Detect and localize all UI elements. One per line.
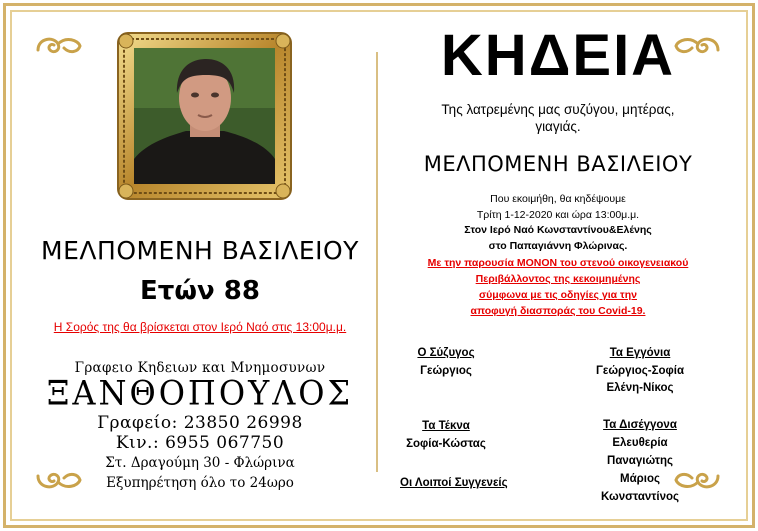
great-grandchild-2: Παναγιώτης [607, 455, 673, 467]
service-line-2: Τρίτη 1-12-2020 και ώρα 13:00μ.μ. [476, 209, 640, 221]
agency-title: Γραφειο Κηδειων και Μνημοσυνων [74, 360, 326, 376]
service-line-3: Στον Ιερό Ναό Κωνσταντίνου&Ελένης [464, 224, 652, 236]
intro-line-2: γιαγιάς. [535, 119, 581, 134]
great-grandchild-3: Μάριος [620, 473, 660, 485]
mobile-phone: Κιν.: 6955 067750 [115, 433, 285, 453]
agency-address: Στ. Δραγούμη 30 - Φλώρινα [105, 455, 295, 471]
grandchildren-label: Τα Εγγόνια [609, 347, 671, 359]
office-phone: Γραφείο: 23850 26998 [97, 413, 303, 433]
agency-hours: Εξυπηρέτηση όλο το 24ωρο [106, 475, 294, 491]
page-title: ΚΗΔΕΙΑ [440, 23, 676, 88]
great-grandchild-4: Κωνσταντίνος [600, 491, 680, 503]
deceased-name-right: ΜΕΛΠΟΜΕΝΗ ΒΑΣΙΛΕΙΟΥ [423, 152, 693, 176]
service-line-4: στο Παπαγιάννη Φλώρινας. [488, 240, 628, 252]
service-line-1: Που εκοιμήθη, θα κηδέψουμε [490, 193, 626, 205]
children-names: Σοφία-Κώστας [406, 438, 486, 450]
scroll-ornament-icon [34, 32, 84, 58]
great-grandchild-1: Ελευθερία [612, 437, 668, 449]
covid-line-2: Περιβάλλοντος της κεκοιμημένης [475, 273, 641, 285]
covid-line-1: Με την παρουσία ΜΟΝΟΝ του στενού οικογενειακού [427, 257, 689, 269]
grandchildren-names-1: Γεώργιος-Σοφία [595, 365, 685, 377]
intro-line-1: Της λατρεμένης μας συζύγου, μητέρας, [441, 102, 675, 117]
covid-line-3: σύμφωνα με τις οδηγίες για την [479, 289, 637, 301]
portrait-frame [116, 31, 293, 201]
covid-line-4: αποφυγή διασποράς του Covid-19. [470, 305, 646, 317]
coffin-note: Η Σορός της θα βρίσκεται στον Ιερό Ναό στις 13:00μ.μ. [53, 320, 347, 334]
spouse-name: Γεώργιος [420, 365, 472, 377]
agency-brand: ΞΑΝΘΟΠΟΥΛΟΣ [46, 373, 354, 413]
grandchildren-names-2: Ελένη-Νίκος [606, 382, 674, 394]
children-label: Τα Τέκνα [422, 420, 470, 432]
age: Ετών 88 [140, 276, 260, 306]
relatives-label: Οι Λοιποί Συγγενείς [400, 477, 508, 489]
spouse-label: Ο Σύζυγος [417, 347, 475, 359]
deceased-name-left: ΜΕΛΠΟΜΕΝΗ ΒΑΣΙΛΕΙΟΥ [41, 236, 359, 265]
great-grandchildren-label: Τα Δισέγγονα [603, 419, 677, 431]
